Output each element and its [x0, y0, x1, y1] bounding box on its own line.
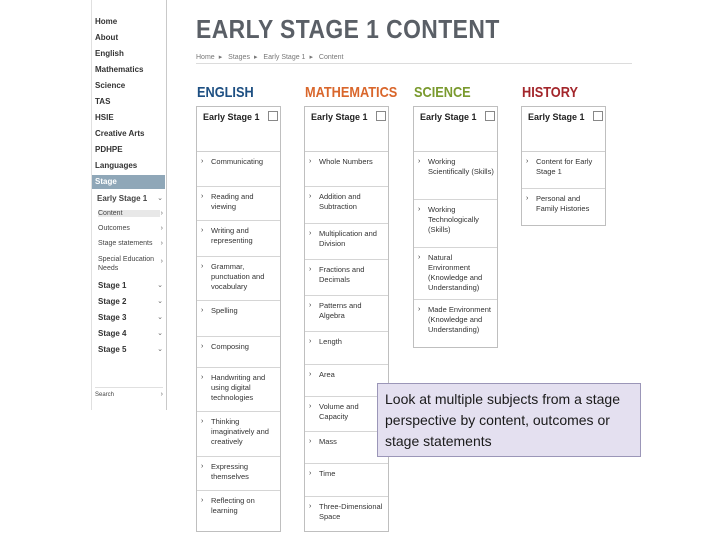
- list-item[interactable]: › Writing and representing: [197, 221, 280, 257]
- subject-heading-mathematics[interactable]: MATHEMATICS: [305, 84, 398, 101]
- sidebar-item-languages[interactable]: Languages: [95, 161, 138, 170]
- chevron-right-icon: ›: [201, 263, 204, 270]
- breadcrumb-stages[interactable]: Stages: [228, 54, 250, 61]
- chevron-right-icon: ›: [201, 343, 204, 350]
- sidebar-item-english[interactable]: English: [95, 49, 124, 58]
- sidebar-item-stage-5[interactable]: Stage 5: [98, 345, 127, 354]
- chevron-right-icon: ›: [160, 225, 163, 232]
- chevron-right-icon: ›: [201, 418, 204, 425]
- divider: [196, 63, 632, 64]
- column-title: Early Stage 1: [311, 112, 368, 122]
- breadcrumb-separator: ▸: [309, 54, 313, 61]
- list-item[interactable]: › Expressing themselves: [197, 457, 280, 491]
- sidebar-item-stage-1[interactable]: Stage 1: [98, 281, 127, 290]
- list-item[interactable]: › Content for Early Stage 1: [522, 152, 605, 189]
- list-item[interactable]: › Spelling: [197, 301, 280, 337]
- list-item[interactable]: › Grammar, punctuation and vocabulary: [197, 257, 280, 301]
- chevron-right-icon: ›: [309, 438, 312, 445]
- chevron-right-icon: ›: [160, 210, 163, 217]
- chevron-right-icon: ›: [418, 158, 421, 165]
- chevron-right-icon: ›: [309, 338, 312, 345]
- breadcrumb: [196, 53, 347, 61]
- chevron-right-icon: ›: [160, 240, 163, 247]
- list-item[interactable]: › Volume and Capacity: [305, 397, 388, 432]
- list-item[interactable]: › Three-Dimensional Space: [309, 502, 383, 521]
- list-item[interactable]: › Reflecting on learning: [201, 496, 255, 515]
- chevron-down-icon[interactable]: ⌄: [157, 330, 163, 337]
- list-item[interactable]: › Area: [305, 365, 388, 397]
- sidebar-item-about[interactable]: About: [95, 33, 119, 42]
- sidebar-item-science[interactable]: Science: [95, 81, 126, 90]
- chevron-right-icon: ›: [309, 266, 312, 273]
- chevron-right-icon: ›: [309, 158, 312, 165]
- breadcrumb-separator: ▸: [218, 54, 223, 61]
- chevron-right-icon: ›: [160, 258, 163, 265]
- sidebar-sub-special-education[interactable]: Special Education Needs: [98, 256, 155, 272]
- chevron-down-icon[interactable]: ⌄: [157, 195, 163, 202]
- subject-heading-science[interactable]: SCIENCE: [414, 84, 471, 101]
- sidebar-item-pdhpe[interactable]: PDHPE: [95, 145, 123, 154]
- chevron-right-icon: ›: [201, 193, 204, 200]
- list-item[interactable]: › Made Environment (Knowledge and Understanding): [418, 305, 491, 334]
- chevron-right-icon: ›: [418, 254, 421, 261]
- list-item[interactable]: › Multiplication and Division: [305, 224, 388, 260]
- chevron-right-icon: ›: [201, 307, 204, 314]
- sidebar-item-mathematics[interactable]: Mathematics: [95, 65, 144, 74]
- chevron-right-icon: ›: [201, 227, 204, 234]
- sidebar-sub-stage-statements[interactable]: Stage statements: [98, 240, 153, 247]
- chevron-right-icon: ›: [201, 463, 204, 470]
- subject-column-history: [521, 106, 606, 226]
- list-item[interactable]: › Whole Numbers: [305, 152, 388, 187]
- breadcrumb-early-stage-1[interactable]: Early Stage 1: [263, 54, 306, 61]
- chevron-right-icon: ›: [309, 302, 312, 309]
- list-item[interactable]: › Addition and Subtraction: [305, 187, 388, 224]
- list-item[interactable]: › Personal and Family Histories: [526, 194, 590, 213]
- list-item[interactable]: › Length: [305, 332, 388, 365]
- column-title: Early Stage 1: [203, 112, 260, 122]
- column-checkbox[interactable]: [268, 111, 278, 121]
- column-title: Early Stage 1: [528, 112, 585, 122]
- column-checkbox[interactable]: [593, 111, 603, 121]
- subject-heading-history[interactable]: HISTORY: [522, 84, 578, 101]
- callout-note: Look at multiple subjects from a stage perspective by content, outcomes or stage statements: [377, 383, 641, 457]
- chevron-down-icon[interactable]: ⌄: [157, 346, 163, 353]
- sidebar-item-stage-4[interactable]: Stage 4: [98, 329, 127, 338]
- sidebar-item-hsie[interactable]: HSIE: [95, 113, 114, 122]
- sidebar-item-stage[interactable]: Stage: [92, 175, 165, 189]
- list-item[interactable]: › Thinking imaginatively and creatively: [197, 412, 280, 457]
- sidebar-item-tas[interactable]: TAS: [95, 97, 111, 106]
- column-header: [414, 107, 497, 152]
- breadcrumb-content: Content: [318, 54, 344, 61]
- breadcrumb-separator: ▸: [253, 54, 258, 61]
- list-item[interactable]: › Working Scientifically (Skills): [414, 152, 497, 200]
- column-header: [522, 107, 605, 152]
- column-header: [197, 107, 280, 152]
- column-checkbox[interactable]: [485, 111, 495, 121]
- chevron-down-icon[interactable]: ⌄: [157, 282, 163, 289]
- chevron-right-icon: ›: [526, 158, 529, 165]
- column-title: Early Stage 1: [420, 112, 477, 122]
- chevron-down-icon[interactable]: ⌄: [157, 298, 163, 305]
- list-item[interactable]: › Time: [305, 464, 388, 497]
- sidebar-item-stage-3[interactable]: Stage 3: [98, 313, 127, 322]
- subject-column-science: [413, 106, 498, 348]
- sidebar-item-stage-2[interactable]: Stage 2: [98, 297, 127, 306]
- list-item[interactable]: › Working Technologically (Skills): [414, 200, 497, 248]
- chevron-right-icon: ›: [309, 403, 312, 410]
- breadcrumb-home[interactable]: Home: [196, 54, 215, 61]
- list-item[interactable]: › Communicating: [197, 152, 280, 187]
- column-checkbox[interactable]: [376, 111, 386, 121]
- chevron-right-icon: ›: [160, 391, 163, 398]
- divider: [95, 387, 163, 388]
- subject-column-mathematics: [304, 106, 389, 532]
- chevron-right-icon: ›: [201, 374, 204, 381]
- chevron-right-icon: ›: [418, 206, 421, 213]
- sidebar-sub-early-stage-1[interactable]: Early Stage 1: [97, 194, 148, 203]
- sidebar-sub-outcomes[interactable]: Outcomes: [98, 225, 130, 232]
- list-item[interactable]: › Fractions and Decimals: [305, 260, 388, 296]
- list-item[interactable]: › Mass: [305, 432, 388, 464]
- sidebar-search-link[interactable]: Search: [95, 392, 115, 398]
- chevron-right-icon: ›: [201, 158, 204, 165]
- sidebar-item-home[interactable]: Home: [95, 17, 118, 26]
- chevron-right-icon: ›: [309, 230, 312, 237]
- chevron-down-icon[interactable]: ⌄: [157, 314, 163, 321]
- subject-heading-english[interactable]: ENGLISH: [197, 84, 254, 101]
- list-item[interactable]: › Handwriting and using digital technologies: [197, 368, 280, 412]
- chevron-right-icon: ›: [309, 371, 312, 378]
- chevron-right-icon: ›: [418, 306, 421, 313]
- list-item[interactable]: › Reading and viewing: [197, 187, 280, 221]
- column-header: [305, 107, 388, 152]
- chevron-right-icon: ›: [201, 497, 204, 504]
- sidebar-sub-content[interactable]: Content: [98, 210, 160, 217]
- subject-column-english: [196, 106, 281, 532]
- sidebar-nav: [91, 0, 167, 410]
- page-title: EARLY STAGE 1 CONTENT: [196, 14, 500, 44]
- chevron-right-icon: ›: [309, 503, 312, 510]
- list-item[interactable]: › Patterns and Algebra: [305, 296, 388, 332]
- list-item[interactable]: › Natural Environment (Knowledge and Understanding): [414, 248, 497, 300]
- chevron-right-icon: ›: [526, 195, 529, 202]
- sidebar-item-creative-arts[interactable]: Creative Arts: [95, 129, 145, 138]
- chevron-right-icon: ›: [309, 470, 312, 477]
- list-item[interactable]: › Composing: [197, 337, 280, 368]
- chevron-right-icon: ›: [309, 193, 312, 200]
